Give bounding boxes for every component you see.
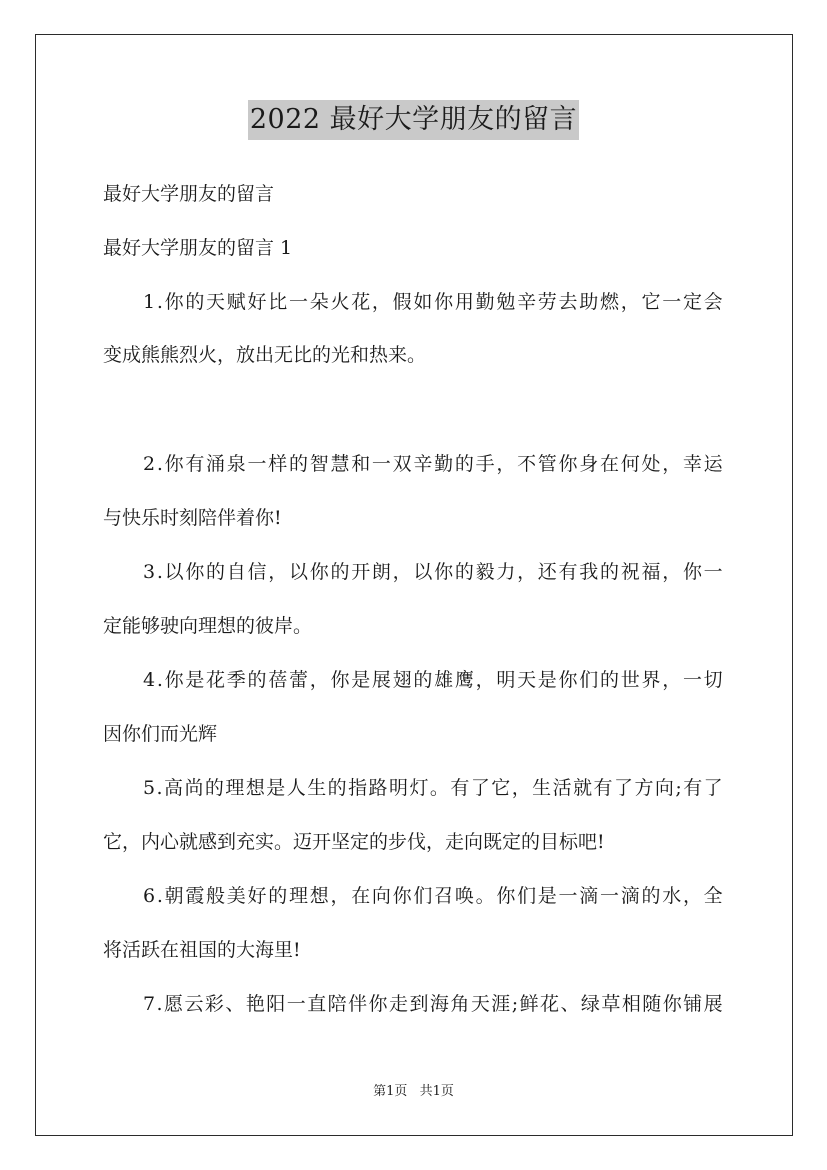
list-item-2-line-2: 与快乐时刻陪伴着你!	[103, 507, 282, 529]
title-container	[0, 100, 827, 140]
list-item-4-line-2: 因你们而光辉	[103, 723, 218, 745]
list-item-5-line-2: 它，内心就感到充实。迈开坚定的步伐，走向既定的目标吧!	[103, 831, 605, 853]
list-item-4-line-1: 4 . 你 是 花 季 的 蓓 蕾 ， 你 是 展 翅 的 雄 鹰 ， 明 天 是 你 们 的 世 界 ， 一 切	[143, 669, 723, 691]
list-item-7-line-1: 7 . 愿 云 彩 、 艳 阳 一 直 陪 伴 你 走 到 海 角 天 涯 ; 鲜 花 、 绿 草 相 随 你 铺 展	[143, 993, 723, 1015]
list-item-6-line-2: 将活跃在祖国的大海里!	[103, 939, 301, 961]
subtitle: 最好大学朋友的留言	[103, 183, 275, 205]
list-item-1-line-1: 1 . 你 的 天 赋 好 比 一 朵 火 花 ， 假 如 你 用 勤 勉 辛 劳 去 助 燃 ， 它 一 定 会	[143, 291, 723, 313]
page-number: 第1页	[373, 1084, 408, 1099]
page-total: 共1页	[419, 1084, 454, 1099]
page-footer	[0, 1083, 827, 1101]
list-item-3-line-1: 3 . 以 你 的 自 信 ， 以 你 的 开 朗 ， 以 你 的 毅 力 ， 还 有 我 的 祝 福 ， 你 一	[143, 561, 723, 583]
list-item-5-line-1: 5 . 高 尚 的 理 想 是 人 生 的 指 路 明 灯 。 有 了 它 ， 生 活 就 有 了 方 向 ; 有 了	[143, 777, 723, 799]
document-title: 2022 最好大学朋友的留言	[248, 100, 579, 140]
list-item-6-line-1: 6 . 朝 霞 般 美 好 的 理 想 ， 在 向 你 们 召 唤 。 你 们 是 一 滴 一 滴 的 水 ， 全	[143, 885, 723, 907]
section-heading: 最好大学朋友的留言 1	[103, 237, 293, 259]
list-item-1-line-2: 变成熊熊烈火，放出无比的光和热来。	[103, 344, 427, 366]
list-item-3-line-2: 定能够驶向理想的彼岸。	[103, 615, 313, 637]
list-item-2-line-1: 2 . 你 有 涌 泉 一 样 的 智 慧 和 一 双 辛 勤 的 手 ， 不 管 你 身 在 何 处 ， 幸 运	[143, 453, 723, 475]
